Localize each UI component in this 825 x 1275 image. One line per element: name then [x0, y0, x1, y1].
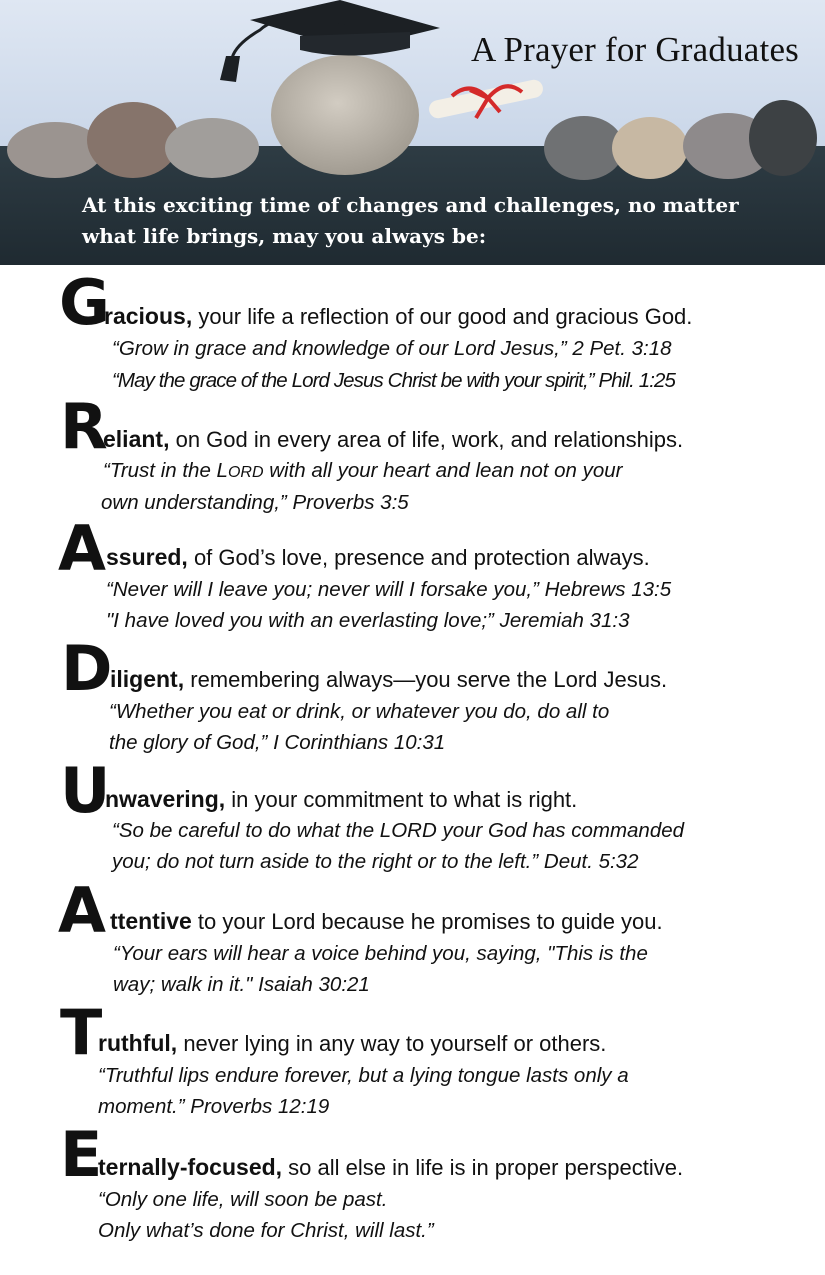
verse-line: you; do not turn aside to the right or to the left.” Deut. 5:32	[112, 850, 639, 873]
entry-text: to your Lord because he promises to guide you.	[191, 909, 663, 934]
acrostic-letter: R	[60, 390, 107, 463]
entry-heading	[98, 1154, 683, 1181]
entry-heading	[110, 908, 663, 935]
entry-heading	[103, 426, 683, 453]
verse-line: “Only one life, will soon be past.	[98, 1188, 388, 1211]
entry-word: ternally-focused,	[98, 1154, 283, 1180]
page-title: A Prayer for Graduates	[470, 30, 799, 69]
entry-word: ssured,	[106, 544, 188, 570]
acrostic-letter: A	[58, 512, 105, 585]
verse-line: “Never will I leave you; never will I forsake you,” Hebrews 13:5	[106, 578, 672, 601]
entry-text: your life a reflection of our good and gracious God.	[192, 304, 693, 329]
verse-line: “Whether you eat or drink, or whatever you do, do all to	[109, 700, 610, 723]
verse-line: “So be careful to do what the LORD your God has commanded	[112, 819, 685, 842]
verse-line: way; walk in it." Isaiah 30:21	[113, 973, 370, 996]
entry-word: eliant,	[103, 426, 170, 452]
entry-heading	[104, 303, 692, 330]
entry-word: nwavering,	[105, 786, 226, 812]
verse-line: the glory of God,” I Corinthians 10:31	[109, 731, 446, 754]
verse-fragment: “Trust in the	[103, 459, 217, 482]
entry-word: racious,	[104, 303, 193, 329]
verse-line: “May the grace of the Lord Jesus Christ be with your spirit,” Phil. 1:25	[112, 369, 676, 392]
entry-word: iligent,	[110, 666, 185, 692]
acrostic-letter: U	[60, 754, 110, 827]
verse-line: moment.” Proverbs 12:19	[98, 1095, 330, 1118]
entry-text: never lying in any way to yourself or others.	[177, 1031, 607, 1056]
acrostic-letter: G	[59, 266, 109, 339]
verse-line: “Truthful lips endure forever, but a lying tongue lasts only a	[98, 1064, 629, 1087]
verse-line: "I have loved you with an everlasting love;” Jeremiah 31:3	[106, 609, 630, 632]
entry-text: on God in every area of life, work, and relationships.	[169, 427, 684, 452]
acrostic-letter: A	[58, 874, 105, 947]
verse-line	[103, 455, 623, 488]
verse-line: own understanding,” Proverbs 3:5	[101, 491, 409, 514]
verse-line: “Grow in grace and knowledge of our Lord Jesus,” 2 Pet. 3:18	[112, 337, 672, 360]
acrostic-letter: E	[60, 1118, 102, 1191]
entry-text: remembering always—you serve the Lord Jesus.	[184, 667, 668, 692]
acrostic-letter: T	[60, 996, 102, 1069]
entry-heading	[110, 666, 667, 693]
header-banner	[0, 0, 825, 265]
entry-text: in your commitment to what is right.	[225, 787, 578, 812]
intro-text: At this exciting time of changes and challenges, no matter what life brings, may you always be:	[82, 193, 739, 248]
acrostic-letter: D	[61, 632, 112, 705]
entry-text: so all else in life is in proper perspective.	[282, 1155, 684, 1180]
entry-heading	[98, 1030, 606, 1057]
entry-word: ruthful,	[98, 1030, 178, 1056]
entry-text: of God’s love, presence and protection always.	[187, 545, 650, 570]
entry-heading	[106, 544, 650, 571]
verse-fragment: L	[216, 459, 228, 482]
verse-fragment: with all your heart and lean not on your	[263, 459, 623, 482]
verse-fragment: ORD	[227, 464, 264, 481]
verse-line: Only what’s done for Christ, will last.”	[98, 1219, 434, 1242]
verse-line: “Your ears will hear a voice behind you, saying, "This is the	[113, 942, 648, 965]
entry-heading	[105, 786, 577, 813]
entry-word: ttentive	[110, 908, 192, 934]
